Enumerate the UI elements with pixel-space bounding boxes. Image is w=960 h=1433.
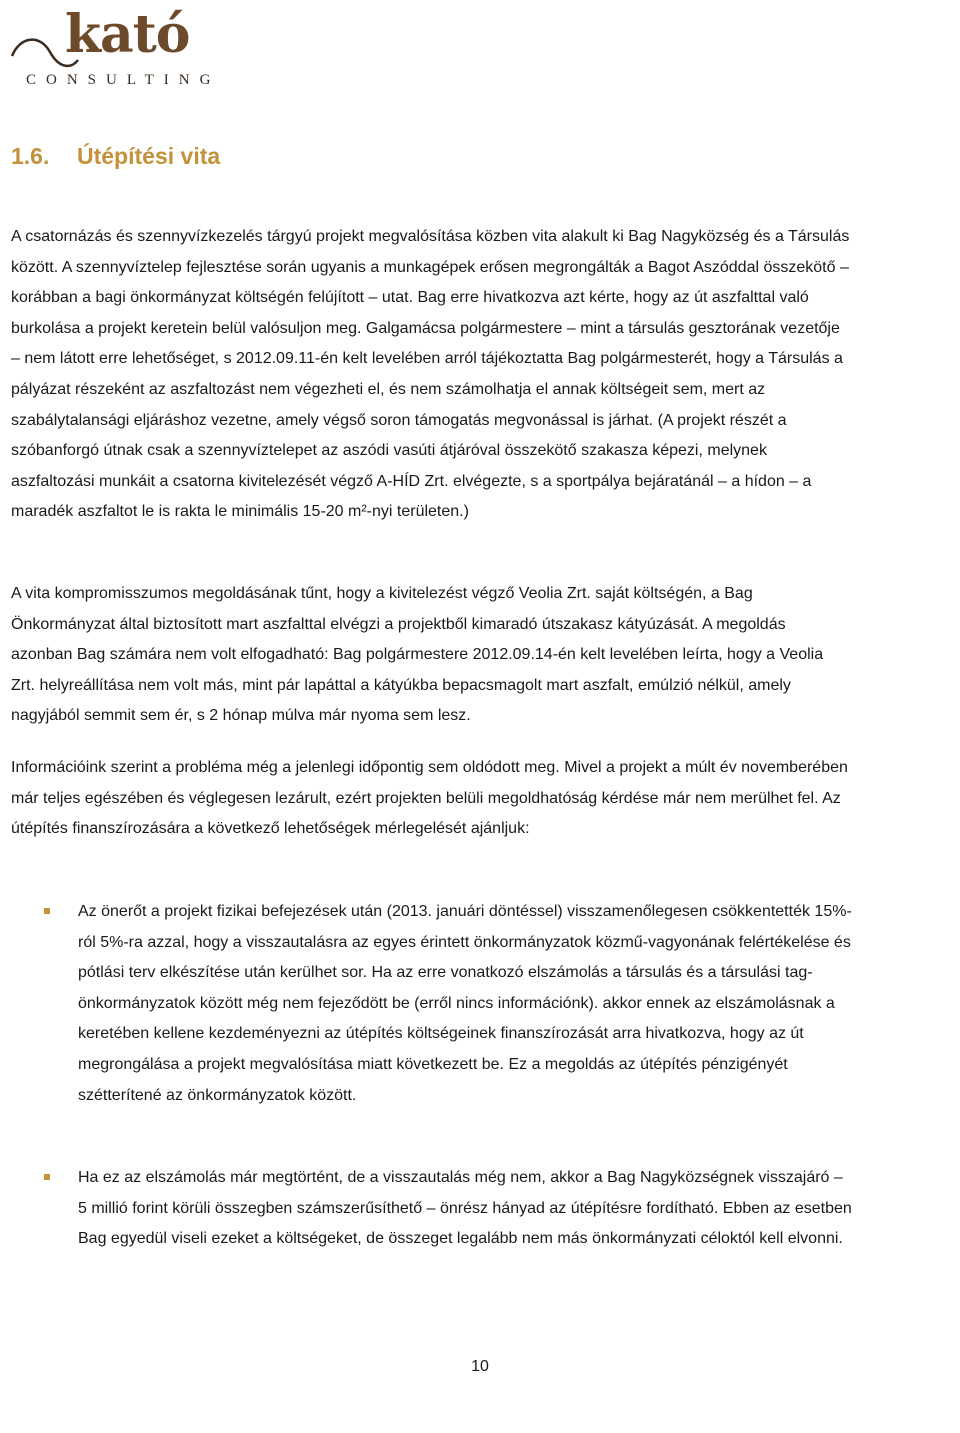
section-heading <box>11 143 220 170</box>
logo-wordmark: kató <box>65 4 190 65</box>
section-title: Útépítési vita <box>77 143 221 169</box>
company-logo <box>10 6 270 96</box>
bullet-text: Ha ez az elszámolás már megtörtént, de a visszautalás még nem, akkor a Bag Nagyközségnek visszajáró – 5 millió forint körüli összegben számszerűsíthető – önrész hányad az útépítésre fordítható. Ebben az esetben Bag egyedül viseli ezeket a költségeket, de összeget legalább nem más önkormányzati céloktól kell elvonni. <box>78 1169 852 1248</box>
section-number: 1.6. <box>11 143 50 169</box>
bullet-square-icon <box>44 908 50 914</box>
bullet-item-1 <box>44 897 852 1127</box>
bullet-square-icon <box>44 1174 50 1180</box>
paragraph-2: A vita kompromisszumos megoldásának tűnt, hogy a kivitelezést végző Veolia Zrt. saját költségén, a Bag Önkormányzat által biztosított mart aszfalttal elvégzi a projektből kimaradó útszakasz kátyúzását. A megoldás azonban Bag számára nem volt elfogadható: Bag polgármestere 2012.09.14-én kelt levelében leírta, hogy a Veolia Zrt. helyreállítása nem volt más, mint pár lapáttal a kátyúkba bepacsmagolt mart aszfalt, emúlzió nélkül, amely nagyjából semmit sem ér, s 2 hónap múlva már nyoma sem lesz. <box>11 585 824 725</box>
bullet-text: Az önerőt a projekt fizikai befejezések után (2013. januári döntéssel) visszamenőlegesen csökkentették 15%-ról 5%-ra azzal, hogy a visszautalásra az egyes érintett önkormányzatok közmű-vagyonának felértékelése és pótlási terv elkészítése után kerülhet sor. Ha az erre vonatkozó elszámolás a társulás és a társulási tag-önkormányzatok között még nem fejeződött be (erről nincs információnk). akkor ennek az elszámolásnak a keretében kellene kezdeményezni az útépítés költségeinek finanszírozását arra hivatkozva, hogy az út megrongálása a projekt megvalósítása miatt következett be. Ez a megoldás az útépítés pénzigényét szétterítené az önkormányzatok között. <box>78 903 852 1104</box>
bullet-item-2 <box>44 1163 852 1271</box>
logo-subtitle: CONSULTING <box>26 72 221 88</box>
paragraph-3: Információink szerint a probléma még a jelenlegi időpontig sem oldódott meg. Mivel a projekt a múlt év novemberében már teljes egészében és véglegesen lezárult, ezért projekten belüli megoldhatóság kérdése már nem merülhet fel. Az útépítés finanszírozására a következő lehetőségek mérlegelését ajánljuk: <box>11 759 848 838</box>
paragraph-1: A csatornázás és szennyvízkezelés tárgyú projekt megvalósítása közben vita alakult ki Bag Nagyközség és a Társulás között. A szennyvíztelep fejlesztése során ugyanis a munkagépek erősen megrongálták a Bagot Aszóddal összekötő – korábban a bagi önkormányzat költségén felújított – utat. Bag erre hivatkozva azt kérte, hogy az út aszfalttal való burkolása a projekt keretein belül valósuljon meg. Galgamácsa polgármestere – mint a társulás gesztorának vezetője – nem látott erre lehetőséget, s 2012.09.11-én kelt levelében arról tájékoztatta Bag polgármesterét, hogy a Társulás a pályázat részeként az aszfaltozást nem végezheti el, és nem számolhatja el annak költségeit sem, mert az szabálytalansági eljáráshoz vezetne, amely végső soron támogatás megvonással is járhat. (A projekt részét a szóbanforgó útnak csak a szennyvíztelepet az aszódi vasúti átjáróval összekötő szakasza képezi, melynek aszfaltozási munkáit a csatorna kivitelezését végző A-HÍD Zrt. elvégezte, s a sportpálya bejáratánál – a hídon – a maradék aszfaltot le is rakta le minimális 15-20 m²-nyi területen.) <box>11 228 850 521</box>
page-number: 10 <box>471 1358 489 1375</box>
